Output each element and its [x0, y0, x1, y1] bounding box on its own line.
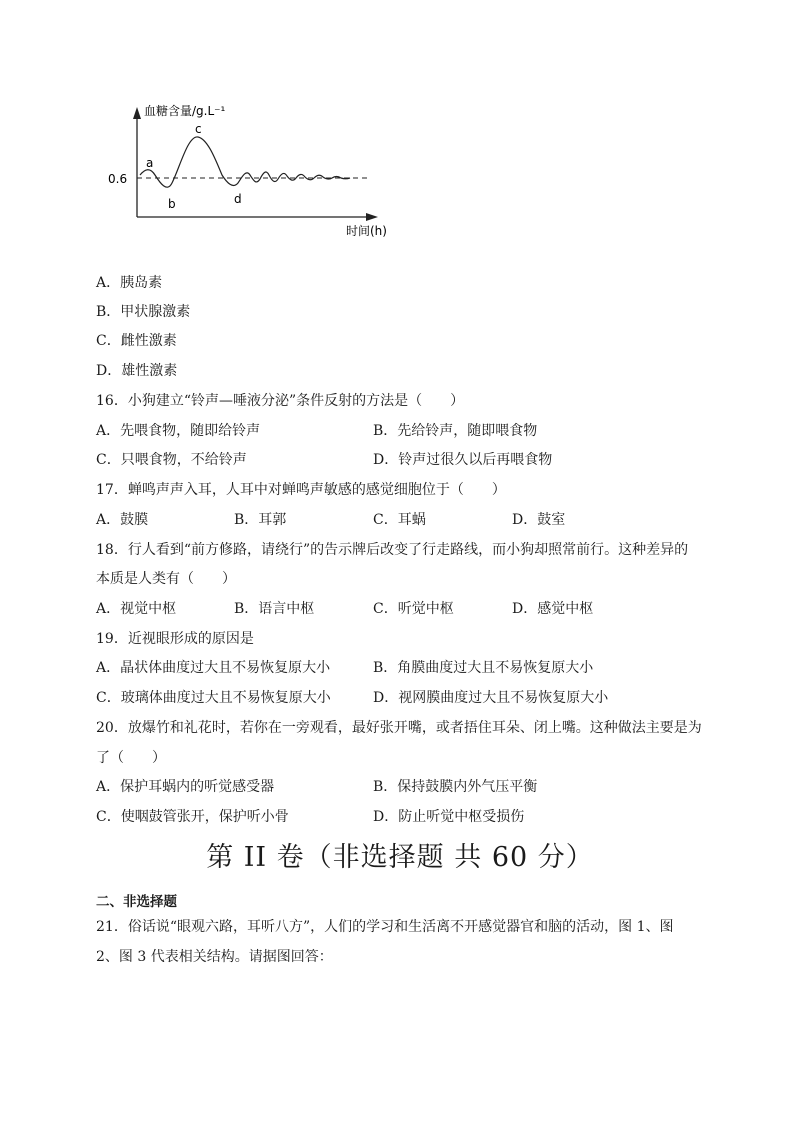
x-axis-label: 时间(h): [346, 224, 387, 238]
blood-glucose-chart: [100, 95, 400, 245]
q16-option-d: D．铃声过很久以后再喂食物: [373, 452, 553, 468]
point-label-b: b: [168, 197, 176, 211]
x-axis-arrow: [366, 213, 378, 221]
point-label-c: c: [195, 122, 202, 136]
q19-option-c: C．玻璃体曲度过大且不易恢复原大小: [96, 690, 331, 706]
q15-option-c: C．雌性激素: [96, 333, 177, 349]
q18-stem-line2: 本质是人类有（ ）: [96, 571, 236, 587]
glucose-curve: [140, 137, 350, 187]
point-label-d: d: [234, 192, 242, 206]
q18-option-c: C．听觉中枢: [373, 601, 454, 617]
y-tick-label: 0.6: [108, 172, 128, 186]
q18-option-b: B．语言中枢: [234, 601, 315, 617]
q19-option-b: B．角膜曲度过大且不易恢复原大小: [373, 660, 594, 676]
q17-stem: 17．蝉鸣声声入耳，人耳中对蝉鸣声敏感的感觉细胞位于（ ）: [96, 482, 506, 498]
q19-option-a: A．晶状体曲度过大且不易恢复原大小: [96, 660, 331, 676]
part2-title: 第 II 卷（非选择题 共 60 分）: [206, 842, 594, 873]
q18-option-d: D．感觉中枢: [512, 601, 594, 617]
q20-option-b: B．保持鼓膜内外气压平衡: [373, 779, 538, 795]
q15-option-b: B．甲状腺激素: [96, 304, 191, 320]
q20-option-d: D．防止听觉中枢受损伤: [373, 809, 525, 825]
q15-option-d: D．雄性激素: [96, 363, 178, 379]
q20-stem-line2: 了（ ）: [96, 750, 166, 766]
q19-option-d: D．视网膜曲度过大且不易恢复原大小: [373, 690, 609, 706]
y-axis-arrow: [133, 107, 141, 119]
q21-stem-line1: 21．俗话说“眼观六路，耳听八方”，人们的学习和生活离不开感觉器官和脑的活动，图 1、图: [96, 919, 674, 935]
q18-option-a: A．视觉中枢: [96, 601, 177, 617]
q20-option-a: A．保护耳蜗内的听觉感受器: [96, 779, 275, 795]
q18-stem-line1: 18．行人看到“前方修路，请绕行”的告示牌后改变了行走路线，而小狗却照常前行。这种差异的: [96, 542, 689, 558]
q16-stem: 16．小狗建立“铃声—唾液分泌”条件反射的方法是（ ）: [96, 393, 465, 409]
q19-stem: 19．近视眼形成的原因是: [96, 631, 254, 647]
q16-option-b: B．先给铃声，随即喂食物: [373, 423, 538, 439]
q15-option-a: A．胰岛素: [96, 275, 163, 291]
q21-stem-line2: 2、图 3 代表相关结构。请据图回答：: [96, 949, 333, 965]
q20-stem-line1: 20．放爆竹和礼花时，若你在一旁观看，最好张开嘴，或者捂住耳朵、闭上嘴。这种做法主要是为: [96, 720, 702, 736]
point-label-a: a: [146, 156, 154, 170]
q16-option-a: A．先喂食物，随即给铃声: [96, 423, 261, 439]
q17-option-c: C．耳蜗: [373, 512, 426, 528]
q17-option-a: A．鼓膜: [96, 512, 149, 528]
q20-option-c: C．使咽鼓管张开，保护听小骨: [96, 809, 289, 825]
q16-option-c: C．只喂食物，不给铃声: [96, 452, 247, 468]
y-axis-label: 血糖含量/g.L⁻¹: [144, 104, 226, 118]
section-heading: 二、非选择题: [96, 894, 177, 910]
q17-option-d: D．鼓室: [512, 512, 566, 528]
q17-option-b: B．耳郭: [234, 512, 287, 528]
